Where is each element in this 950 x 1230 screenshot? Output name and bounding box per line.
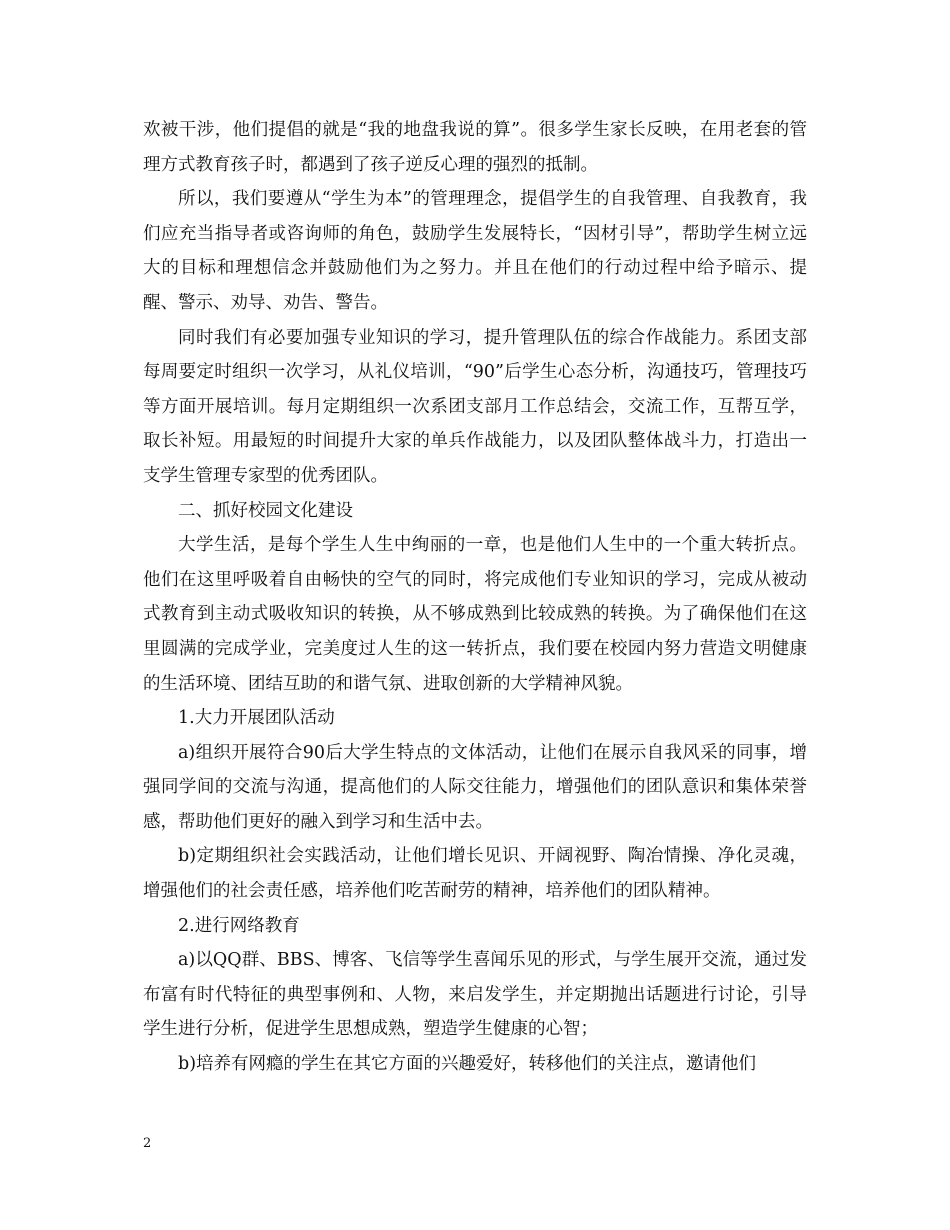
paragraph: a)组织开展符合90后大学生特点的文体活动，让他们在展示自我风采的同事，增强同学间的交流与沟通，提高他们的人际交往能力，增强他们的团队意识和集体荣誉感，帮助他们更好的融入到学习和生活中去。 — [143, 742, 807, 832]
paragraph: b)培养有网瘾的学生在其它方面的兴趣爱好，转移他们的关注点，邀请他们 — [178, 1054, 757, 1075]
document-body — [143, 113, 807, 1082]
subsection-heading: 1.大力开展团队活动 — [178, 708, 335, 729]
paragraph: 所以，我们要遵从“学生为本”的管理理念，提倡学生的自我管理、自我教育，我们应充当指导者或咨询师的角色，鼓励学生发展特长，“因材引导”，帮助学生树立远大的目标和理想信念并鼓励他们为之努力。并且在他们的行动过程中给予暗示、提醒、警示、劝导、劝告、警告。 — [143, 189, 807, 313]
paragraph: a)以QQ群、BBS、博客、飞信等学生喜闻乐见的形式，与学生展开交流，通过发布富有时代特征的典型事例和、人物，来启发学生，并定期抛出话题进行讨论，引导学生进行分析，促进学生思想成熟，塑造学生健康的心智； — [143, 950, 807, 1040]
paragraph: 欢被干涉，他们提倡的就是“我的地盘我说的算”。很多学生家长反映，在用老套的管理方式教育孩子时，都遇到了孩子逆反心理的强烈的抵制。 — [143, 120, 807, 175]
subsection-heading: 2.进行网络教育 — [178, 915, 300, 936]
paragraph: 同时我们有必要加强专业知识的学习，提升管理队伍的综合作战能力。系团支部每周要定时组织一次学习，从礼仪培训，“90”后学生心态分析，沟通技巧，管理技巧等方面开展培训。每月定期组织一次系团支部月工作总结会，交流工作，互帮互学，取长补短。用最短的时间提升大家的单兵作战能力，以及团队整体战斗力，打造出一支学生管理专家型的优秀团队。 — [143, 327, 807, 486]
page-number: 2 — [143, 1136, 152, 1151]
section-heading: 二、抓好校园文化建设 — [178, 500, 353, 521]
paragraph: b)定期组织社会实践活动，让他们增长见识、开阔视野、陶冶情操、净化灵魂，增强他们的社会责任感，培养他们吃苦耐劳的精神，培养他们的团队精神。 — [143, 846, 807, 902]
paragraph: 大学生活，是每个学生人生中绚丽的一章，也是他们人生中的一个重大转折点。他们在这里呼吸着自由畅快的空气的同时，将完成他们专业知识的学习，完成从被动式教育到主动式吸收知识的转换，从不够成熟到比较成熟的转换。为了确保他们在这里圆满的完成学业，完美度过人生的这一转折点，我们要在校园内努力营造文明健康的生活环境、团结互助的和谐气氛、进取创新的大学精神风貌。 — [143, 535, 807, 694]
